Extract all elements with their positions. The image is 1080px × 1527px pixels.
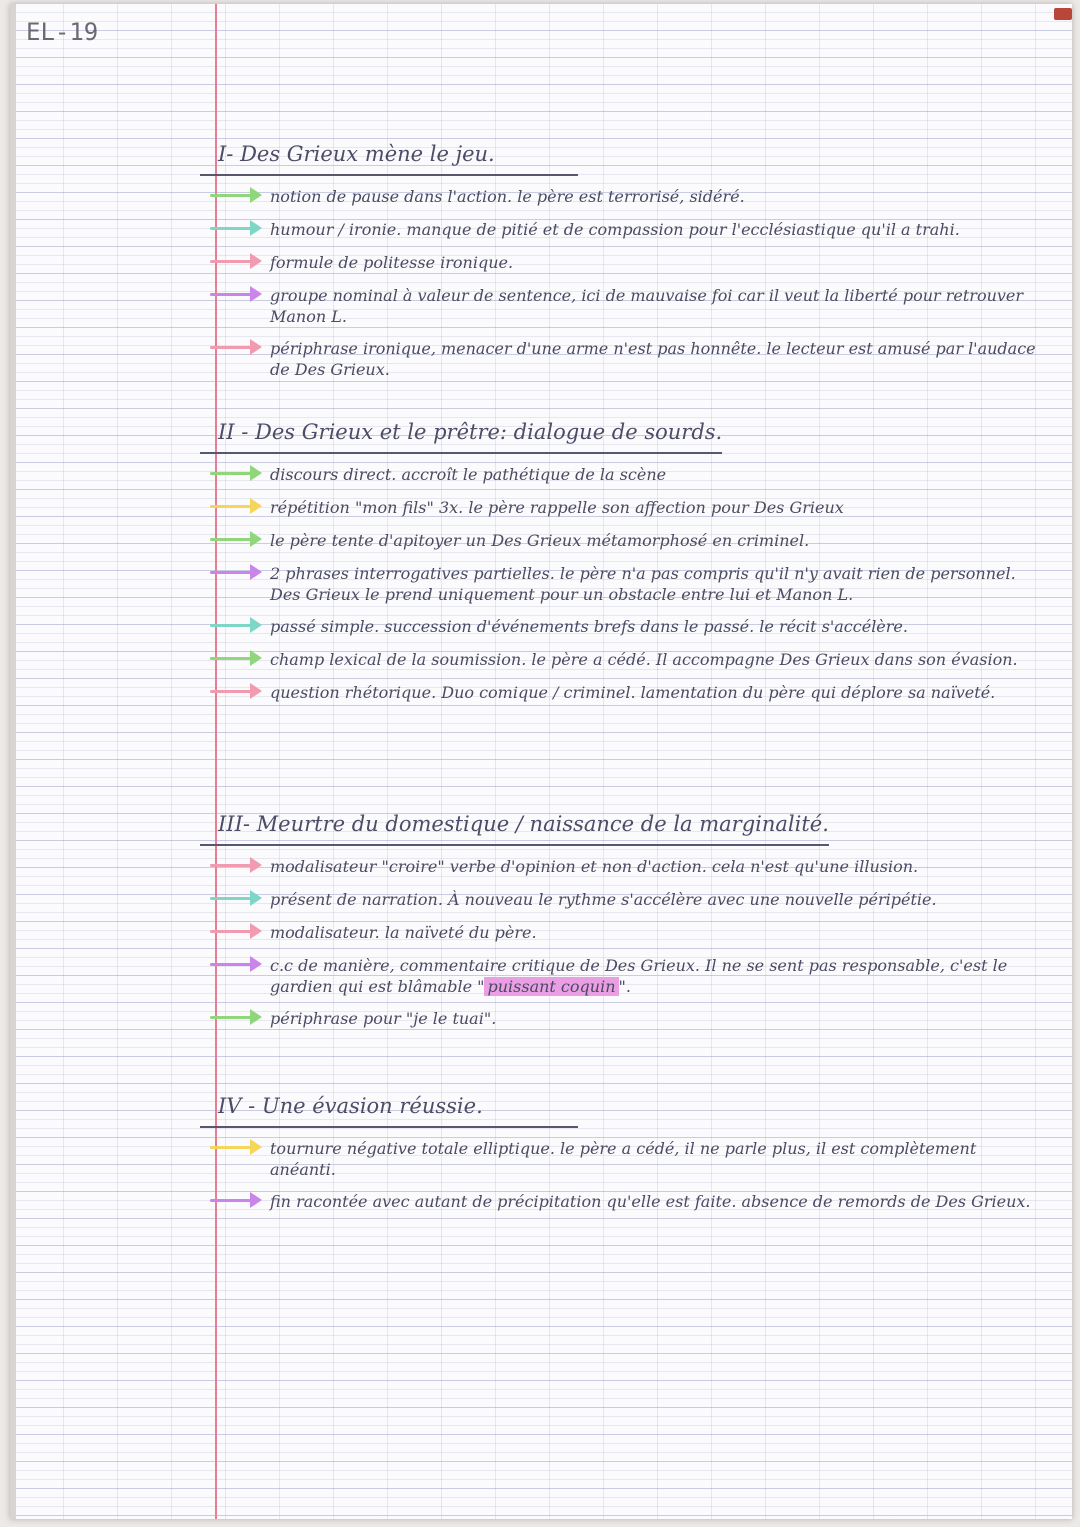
section-3 — [200, 810, 1040, 1039]
list-item — [200, 1136, 1040, 1180]
pink-arrow-icon — [200, 680, 270, 704]
list-item-text — [270, 614, 1040, 637]
item-text: modalisateur "croire" verbe d'opinion et non d'action. cela n'est qu'une illusion. — [270, 857, 919, 876]
list-item-text — [270, 528, 1040, 551]
list-item — [200, 680, 1040, 704]
bullet-list — [200, 462, 1040, 704]
purple-arrow-icon — [200, 953, 270, 977]
list-item-text — [270, 561, 1040, 605]
list-item-text — [270, 647, 1040, 670]
section-heading: I- Des Grieux mène le jeu. — [200, 140, 578, 176]
item-text: le père tente d'apitoyer un Des Grieux métamorphosé en criminel. — [270, 531, 810, 550]
list-item — [200, 614, 1040, 638]
list-item-text — [270, 462, 1040, 485]
bullet-list — [200, 1136, 1040, 1213]
purple-arrow-icon — [200, 561, 270, 585]
list-item — [200, 184, 1040, 208]
highlighted-quote: puissant coquin — [484, 977, 618, 996]
item-text: modalisateur. la naïveté du père. — [270, 923, 537, 942]
item-text: tournure négative totale elliptique. le père a cédé, il ne parle plus, il est complètement anéanti. — [270, 1139, 977, 1179]
section-heading: III- Meurtre du domestique / naissance de la marginalité. — [200, 810, 829, 846]
list-item-text — [270, 680, 1040, 703]
section-4 — [200, 1092, 1040, 1222]
section-2 — [200, 418, 1040, 713]
yellow-arrow-icon — [200, 495, 270, 519]
list-item — [200, 647, 1040, 671]
item-text: question rhétorique. Duo comique / criminel. lamentation du père qui déplore sa naïveté. — [270, 683, 996, 702]
list-item — [200, 561, 1040, 605]
list-item — [200, 854, 1040, 878]
item-text: groupe nominal à valeur de sentence, ici de mauvaise foi car il veut la liberté pour retrouver Manon L. — [270, 286, 1024, 326]
item-text: répétition "mon fils" 3x. le père rappelle son affection pour Des Grieux — [270, 498, 844, 517]
teal-arrow-icon — [200, 614, 270, 638]
page-tab-marker — [1054, 8, 1072, 20]
item-text: notion de pause dans l'action. le père est terrorisé, sidéré. — [270, 187, 745, 206]
teal-arrow-icon — [200, 887, 270, 911]
page-binding — [10, 4, 16, 1519]
list-item — [200, 953, 1040, 997]
list-item-text — [270, 495, 1040, 518]
list-item — [200, 495, 1040, 519]
list-item — [200, 920, 1040, 944]
item-text: présent de narration. À nouveau le rythme s'accélère avec une nouvelle péripétie. — [270, 890, 937, 909]
purple-arrow-icon — [200, 1189, 270, 1213]
item-text: champ lexical de la soumission. le père a cédé. Il accompagne Des Grieux dans son évasion. — [270, 650, 1018, 669]
section-heading: IV - Une évasion réussie. — [200, 1092, 578, 1128]
list-item — [200, 1189, 1040, 1213]
list-item — [200, 336, 1040, 380]
item-text: passé simple. succession d'événements brefs dans le passé. le récit s'accélère. — [270, 617, 908, 636]
green-arrow-icon — [200, 184, 270, 208]
item-text: formule de politesse ironique. — [270, 253, 514, 272]
item-text: périphrase ironique, menacer d'une arme n'est pas honnête. le lecteur est amusé par l'audace de Des Grieux. — [270, 339, 1036, 379]
item-text: périphrase pour "je le tuai". — [270, 1009, 497, 1028]
purple-arrow-icon — [200, 283, 270, 307]
bullet-list — [200, 854, 1040, 1030]
item-text: 2 phrases interrogatives partielles. le père n'a pas compris qu'il n'y avait rien de personnel. Des Grieux le prend uniquement pour un obstacle entre lui et Manon L. — [270, 564, 1016, 604]
teal-arrow-icon — [200, 217, 270, 241]
green-arrow-icon — [200, 462, 270, 486]
list-item-text — [270, 184, 1040, 207]
bullet-list — [200, 184, 1040, 380]
list-item — [200, 887, 1040, 911]
list-item-text — [270, 217, 1040, 240]
list-item-text — [270, 336, 1040, 380]
list-item — [200, 217, 1040, 241]
list-item-text — [270, 1136, 1040, 1180]
item-text: humour / ironie. manque de pitié et de compassion pour l'ecclésiastique qu'il a trahi. — [270, 220, 960, 239]
list-item-text: c.c de manière, commentaire critique de Des Grieux. Il ne se sent pas responsable, c'est le gardien qui est blâmable " puissant coquin ". — [270, 956, 1008, 996]
list-item — [200, 250, 1040, 274]
green-arrow-icon — [200, 1006, 270, 1030]
item-text: fin racontée avec autant de précipitation qu'elle est faite. absence de remords de Des Grieux. — [270, 1192, 1031, 1211]
section-heading: II - Des Grieux et le prêtre: dialogue de sourds. — [200, 418, 722, 454]
green-arrow-icon — [200, 528, 270, 552]
list-item-text — [270, 1189, 1040, 1212]
list-item — [200, 528, 1040, 552]
item-text: c.c de manière, commentaire critique de Des Grieux. Il ne se sent pas responsable, c'est le gardien qui est blâmable — [270, 956, 1008, 996]
list-item-text — [270, 920, 1040, 943]
list-item-text — [270, 887, 1040, 910]
pink-arrow-icon — [200, 854, 270, 878]
yellow-arrow-icon — [200, 1136, 270, 1160]
pink-arrow-icon — [200, 250, 270, 274]
page-reference: EL-19 — [26, 18, 99, 46]
green-arrow-icon — [200, 647, 270, 671]
list-item — [200, 1006, 1040, 1030]
section-1 — [200, 140, 1040, 389]
list-item-text — [270, 1006, 1040, 1029]
list-item-text — [270, 250, 1040, 273]
list-item-text — [270, 283, 1040, 327]
item-text: discours direct. accroît le pathétique de la scène — [270, 465, 667, 484]
list-item — [200, 462, 1040, 486]
list-item-text — [270, 854, 1040, 877]
pink-arrow-icon — [200, 336, 270, 360]
list-item — [200, 283, 1040, 327]
pink-arrow-icon — [200, 920, 270, 944]
